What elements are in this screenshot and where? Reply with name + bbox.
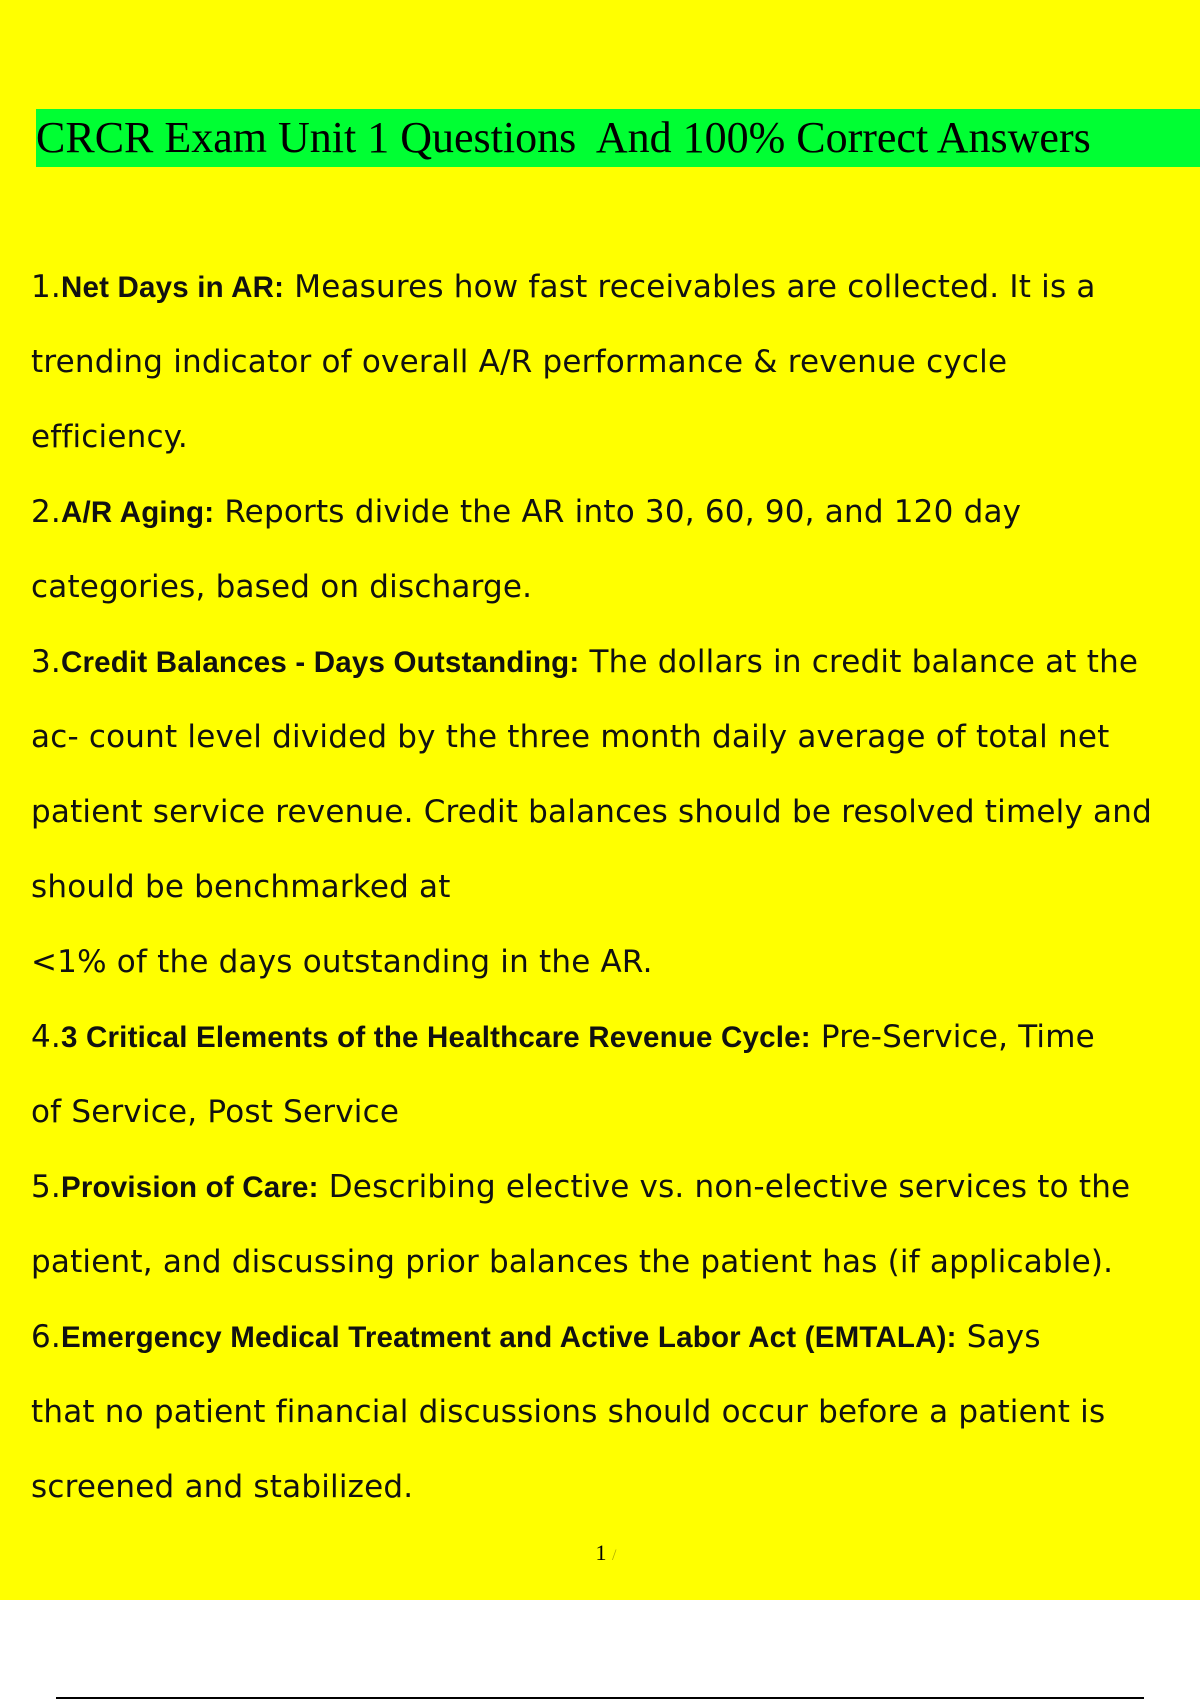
item-term: A/R Aging: bbox=[60, 496, 215, 529]
item-number: 4. bbox=[31, 1019, 61, 1055]
item-term: Net Days in AR: bbox=[60, 271, 285, 304]
item-text-line: Reports divide the AR into 30, 60, 90, and 120 day bbox=[214, 494, 1022, 530]
item-term: 3 Critical Elements of the Healthcare Revenue Cycle: bbox=[60, 1021, 811, 1054]
item-text-line: Says bbox=[956, 1319, 1041, 1355]
item-text-line: patient service revenue. Credit balances should be resolved timely and bbox=[31, 794, 1152, 830]
page-divider bbox=[56, 1697, 1144, 1699]
item-text-line: should be benchmarked at bbox=[31, 869, 451, 905]
item-text-line: of Service, Post Service bbox=[31, 1094, 400, 1130]
item-term: Provision of Care: bbox=[60, 1171, 319, 1204]
item-text-line: The dollars in credit balance at the bbox=[579, 644, 1139, 680]
page-number-separator: / bbox=[612, 1547, 617, 1564]
document-title: CRCR Exam Unit 1 Questions And 100% Correct Answers bbox=[36, 109, 1200, 167]
item-text-line: <1% of the days outstanding in the AR. bbox=[31, 944, 653, 980]
item-number: 1. bbox=[31, 269, 61, 305]
item-text-line: efficiency. bbox=[31, 419, 188, 455]
qa-list bbox=[31, 250, 1200, 1525]
qa-item bbox=[31, 475, 1200, 625]
item-number: 6. bbox=[31, 1319, 61, 1355]
item-text-line: Pre-Service, Time bbox=[810, 1019, 1095, 1055]
item-text-line: patient, and discussing prior balances the patient has (if applicable). bbox=[31, 1244, 1114, 1280]
qa-item bbox=[31, 1150, 1200, 1300]
qa-item bbox=[31, 250, 1200, 475]
item-text-line: trending indicator of overall A/R performance & revenue cycle bbox=[31, 344, 1008, 380]
item-text-line: screened and stabilized. bbox=[31, 1469, 414, 1505]
page-number-value: 1 bbox=[595, 1540, 607, 1565]
qa-item bbox=[31, 1000, 1200, 1150]
item-term: Emergency Medical Treatment and Active Labor Act (EMTALA): bbox=[60, 1321, 957, 1354]
item-text-line: Measures how fast receivables are collected. It is a bbox=[284, 269, 1096, 305]
qa-item bbox=[31, 625, 1200, 1000]
qa-item bbox=[31, 1300, 1200, 1525]
item-number: 5. bbox=[31, 1169, 61, 1205]
item-term: Credit Balances - Days Outstanding: bbox=[60, 646, 580, 679]
page-number bbox=[0, 1540, 1200, 1566]
item-text-line: ac- count level divided by the three month daily average of total net bbox=[31, 719, 1110, 755]
item-text-line: categories, based on discharge. bbox=[31, 569, 533, 605]
item-text-line: that no patient financial discussions should occur before a patient is bbox=[31, 1394, 1106, 1430]
item-number: 2. bbox=[31, 494, 61, 530]
item-text-line: Describing elective vs. non-elective services to the bbox=[318, 1169, 1131, 1205]
item-number: 3. bbox=[31, 644, 61, 680]
